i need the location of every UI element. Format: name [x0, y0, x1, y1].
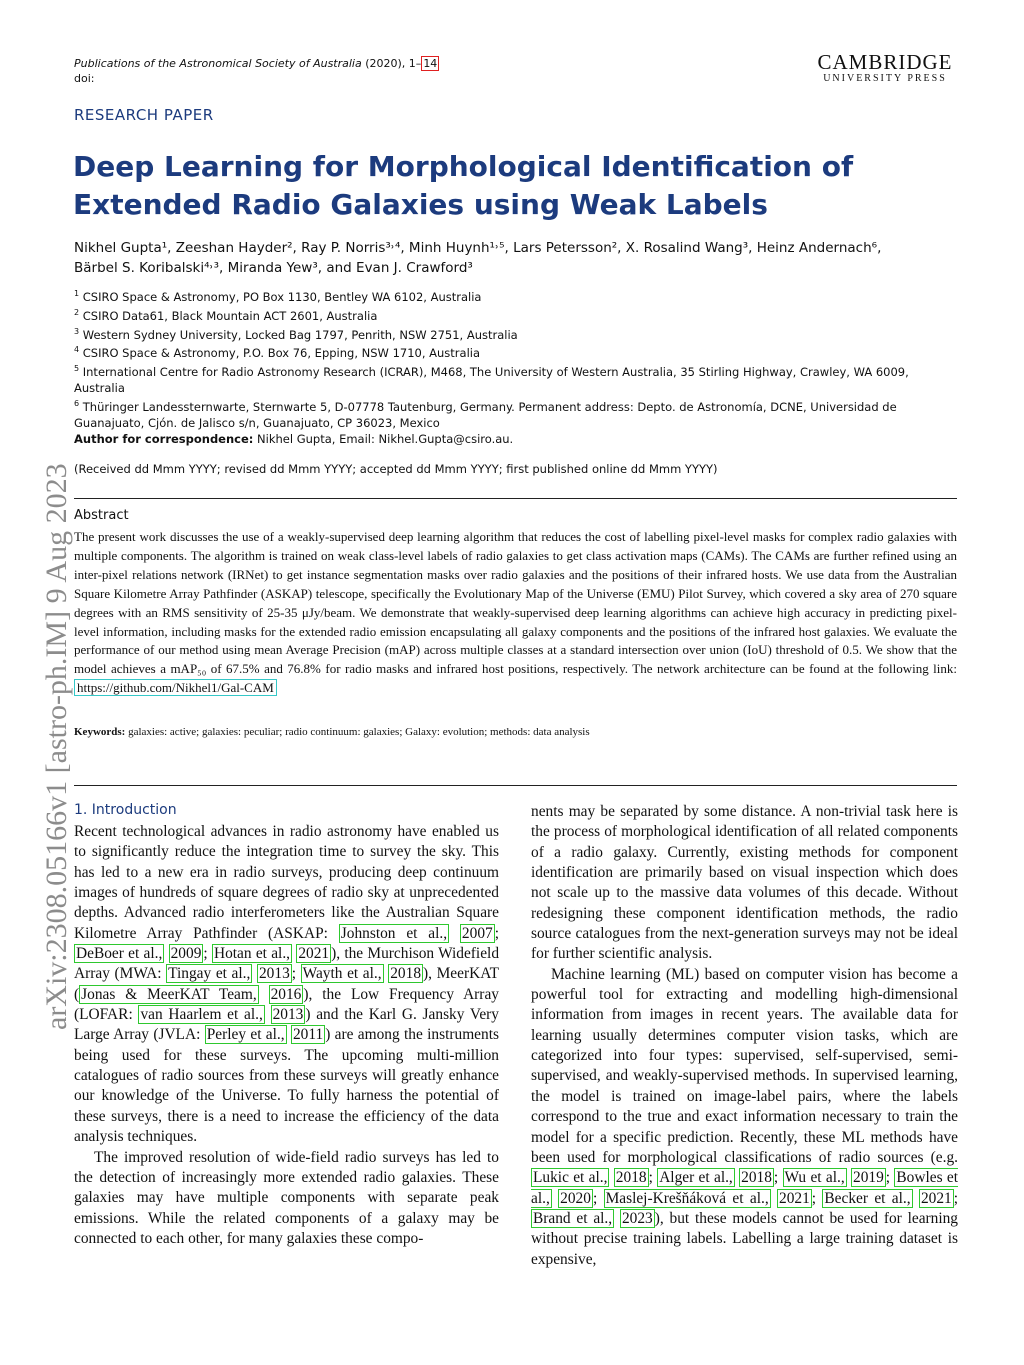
journal-header [74, 56, 439, 86]
citation[interactable]: Perley et al., [206, 1026, 285, 1044]
paper-title: Deep Learning for Morphological Identification of Extended Radio Galaxies using Weak Labels [73, 150, 854, 221]
citation-year[interactable]: 2007 [461, 924, 493, 942]
citation[interactable]: van Haarlem et al., [140, 1006, 263, 1024]
doi-label: doi: [74, 72, 95, 85]
abstract-heading: Abstract [74, 508, 129, 523]
citation-year[interactable]: 2009 [170, 945, 202, 963]
intro-paragraph-3: nents may be separated by some distance. A non-trivial task here is the process of morphological identification of all related components of a radio galaxy. Currently, existing methods for component identification are primarily based on visual inspection which does not scale up to the massive data volumes of this decade. Without redesigning these component identification methods, the radio source catalogues from the next-generation surveys may not be ideal for further scientific analysis. [531, 803, 958, 963]
right-column [531, 802, 958, 1270]
received-dates: (Received dd Mmm YYYY; revised dd Mmm YYYY; accepted dd Mmm YYYY; first published online dd Mmm YYYY) [74, 462, 718, 476]
citation[interactable]: Brand et al., [533, 1209, 613, 1227]
affiliations [74, 286, 959, 447]
citation-year[interactable]: 2018 [390, 965, 422, 983]
correspondence: Author for correspondence: Nikhel Gupta, Email: Nikhel.Gupta@csiro.au. [74, 431, 514, 446]
affiliation-5: $^5$ International Centre for Radio Astronomy Research (ICRAR), M468, The University of Western Australia, 35 Stirling Highway, Crawley, WA 6009, Australia [74, 364, 909, 396]
citation-year[interactable]: 2019 [853, 1169, 884, 1187]
keywords-label: Keywords: [74, 726, 126, 738]
affiliation-6: $^6$ Thüringer Landessternwarte, Sternwarte 5, D-07778 Tautenburg, Germany. Permanent address: Depto. de Astronomía, DCNE, Universidad de Guanajuato, Cjón. de Jalisco s/n, Guanajuato, CP 36023, Mexico [74, 399, 897, 430]
intro-paragraph-1: Recent technological advances in radio astronomy have enabled us to significantly reduce the integration time to survey the sky. This has led to a new era in radio surveys, producing deep continuum images of hundreds of square degrees of radio sky at unprecedented depths. Advanced radio interferometers like the Australian Square Kilometre Array Pathfinder (ASKAP: Johnston et al., 2007 ; DeBoer et al., 2009 ; Hotan et al., 2021 ), the Murchison Widefield Array (MWA: Tingay et al., 2013 ; Wayth et al., 2018 ), MeerKAT ( Jonas & MeerKAT Team, 2016 ), the Low Frequency Array (LOFAR: van Haarlem et al., 2013 ) and the Karl G. Jansky Very Large Array (JVLA: Perley et al., 2011 ) are among the instruments being used for these surveys. The upcoming multi-million catalogues of radio sources from these surveys will greatly enhance our knowledge of the Universe. To fully harness the potential of these surveys, there is a need to increase the efficiency of the data analysis techniques. [74, 823, 500, 1146]
citation[interactable]: Lukic et al., [533, 1169, 608, 1187]
citation-year[interactable]: 2023 [621, 1209, 653, 1227]
author-list [74, 238, 959, 278]
affiliation-3: $^3$ Western Sydney University, Locked Bag 1797, Penrith, NSW 2751, Australia [74, 326, 518, 342]
citation[interactable]: Maslej-Krešňáková et al., [605, 1189, 769, 1207]
citation[interactable]: Hotan et al., [213, 945, 291, 963]
divider-top [74, 498, 957, 499]
page-count-link[interactable]: 14 [423, 57, 438, 70]
citation[interactable]: Wayth et al., [302, 965, 382, 983]
citation[interactable]: Becker et al., [824, 1189, 911, 1207]
journal-name: Publications of the Astronomical Society of Australia [74, 57, 362, 70]
publisher-logo [812, 51, 958, 85]
citation-year[interactable]: 2020 [560, 1189, 591, 1207]
divider-bottom [74, 785, 957, 786]
publisher-name: CAMBRIDGE [817, 50, 953, 74]
left-column [74, 822, 499, 1249]
citation-year[interactable]: 2018 [615, 1169, 647, 1187]
citation-year[interactable]: 2018 [741, 1169, 772, 1187]
keywords [74, 726, 590, 738]
abstract-text: The present work discusses the use of a weakly-supervised deep learning algorithm that reduces the cost of labelling pixel-level masks for complex radio galaxies with multiple components. The algorithm is trained on weak class-level labels of radio galaxies to get class activation maps (CAMs). The CAMs are further refined using an inter-pixel relations network (IRNet) to get instance segmentation masks over radio galaxies and the positions of their infrared hosts. We use data from the Australian Square Kilometre Array Pathfinder (ASKAP) telescope, specifically the Evolutionary Map of the Universe (EMU) Pilot Survey, which covered a sky area of 270 square degrees with an RMS sensitivity of 25-35 μJy/beam. We demonstrate that weakly-supervised deep learning algorithms can achieve high accuracy in predicting pixel-level information, including masks for the extended radio emission encapsulating all galaxy components and the positions of the infrared host galaxies. We evaluate the performance of our method using mean Average Precision (mAP) across multiple classes at a standard intersection over union (IoU) threshold of 0.5. We show that the model achieves a mAP₅₀ of 67.5% and 76.8% for radio masks and infrared host positions, respectively. The network architecture can be found at the following link: [74, 529, 957, 677]
citation[interactable]: Johnston et al., [340, 924, 448, 942]
citation-year[interactable]: 2013 [258, 965, 290, 983]
intro-paragraph-2: The improved resolution of wide-field radio surveys has led to the detection of increasingly more extended radio galaxies. These galaxies may have multiple components with separate peak emissions. While the related components of a galaxy may be connected to each other, for many galaxies these compo- [74, 1148, 499, 1247]
citation-year[interactable]: 2013 [272, 1006, 304, 1024]
publisher-subname: UNIVERSITY PRESS [823, 73, 947, 84]
journal-year: (2020), 1– [365, 57, 422, 70]
citation-year[interactable]: 2021 [920, 1189, 952, 1207]
citation-year[interactable]: 2016 [270, 985, 302, 1003]
section-heading-introduction: 1. Introduction [74, 802, 177, 818]
keywords-list: galaxies: active; galaxies: peculiar; radio continuum: galaxies; Galaxy: evolution; methods: data analysis [128, 726, 590, 738]
authors-line-2: Bärbel S. Koribalski⁴˒³, Miranda Yew³, and Evan J. Crawford³ [74, 260, 473, 276]
arxiv-stamp [22, 340, 78, 1040]
citation-year[interactable]: 2021 [779, 1189, 810, 1207]
citation[interactable]: Wu et al., [784, 1169, 845, 1187]
article-type: RESEARCH PAPER [74, 106, 214, 124]
arxiv-stamp-svg [22, 340, 78, 1040]
arxiv-stamp-text: arXiv:2308.05166v1 [astro-ph.IM] 9 Aug 2023 [40, 463, 73, 1030]
authors-line-1: Nikhel Gupta¹, Zeeshan Hayder², Ray P. Norris³˒⁴, Minh Huynh¹˒⁵, Lars Petersson², X. Rosalind Wang³, Heinz Andernach⁶, [74, 240, 882, 256]
citation-year[interactable]: 2021 [298, 945, 330, 963]
citation[interactable]: DeBoer et al., [76, 945, 163, 963]
citation[interactable]: Jonas & MeerKAT Team, [81, 985, 257, 1003]
intro-paragraph-4: Machine learning (ML) based on computer vision has become a powerful tool for extracting and modelling high-dimensional information from images in recent years. The available data for learning usually determines computer vision tasks, which are categorized into four types: supervised, self-supervised, semi-supervised, and weakly-supervised methods. In supervised learning, the model is trained on image-label pairs, where the labels correspond to the true and exact information necessary to train the model for a specific prediction. Recently, these ML methods have been used for morphological classifications of radio sources (e.g. Lukic et al., 2018 ; Alger et al., 2018 ; Wu et al., 2019 ; Bowles et al., 2020 ; Maslej-Krešňáková et al., 2021 ; Becker et al., 2021 ; Brand et al., 2023 ), but these models cannot be used for learning without precise training labels. Labelling a large training dataset is expensive, [531, 965, 959, 1268]
affiliation-1: $^1$ CSIRO Space & Astronomy, PO Box 1130, Bentley WA 6102, Australia [74, 289, 482, 304]
citation[interactable]: Bowles et al., [531, 1169, 959, 1207]
affiliation-2: $^2$ CSIRO Data61, Black Mountain ACT 2601, Australia [74, 307, 378, 323]
citation[interactable]: Tingay et al., [168, 965, 251, 983]
github-link[interactable]: https://github.com/Nikhel1/Gal-CAM [74, 679, 277, 696]
citation-year[interactable]: 2011 [292, 1026, 324, 1044]
citation[interactable]: Alger et al., [659, 1169, 733, 1187]
affiliation-4: $^4$ CSIRO Space & Astronomy, P.O. Box 76, Epping, NSW 1710, Australia [74, 345, 481, 361]
abstract-body [74, 528, 957, 698]
